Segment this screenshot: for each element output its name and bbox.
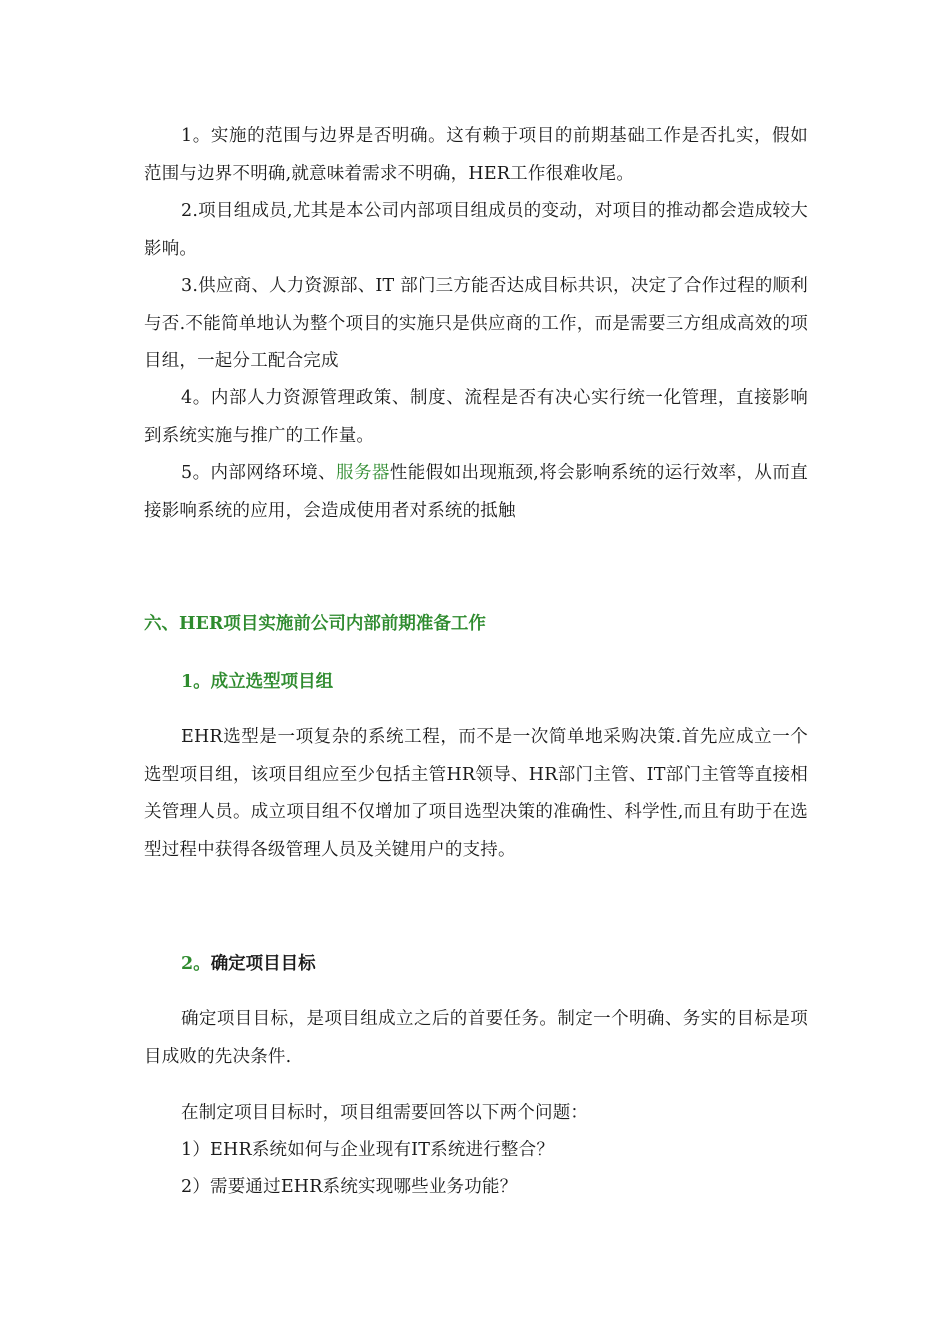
question-2: 2）需要通过EHR系统实现哪些业务功能？ bbox=[181, 1177, 518, 1197]
subsection-1-title: 1。成立选型项目组 bbox=[181, 672, 334, 692]
subsection-2-intro: 在制定项目目标时，项目组需要回答以下两个问题： bbox=[181, 1103, 589, 1123]
section-heading: 六、HER项目实施前公司内部前期准备工作 bbox=[144, 614, 486, 634]
risk-item-3: 3.供应商、人力资源部、IT 部门三方能否达成目标共识，决定了合作过程的顺利与否.不能简单地认为整个项目的实施只是供应商的工作，而是需要三方组成高效的项目组，一起分工配合完成 bbox=[144, 276, 808, 371]
risk-item-5-prefix: 5。内部网络环境、 bbox=[181, 463, 337, 483]
risk-item-5 bbox=[144, 455, 808, 530]
subsection-2-number: 2。 bbox=[181, 954, 211, 974]
subsection-2-body: 确定项目目标，是项目组成立之后的首要任务。制定一个明确、务实的目标是项目成败的先决条件. bbox=[144, 1009, 808, 1067]
subsection-heading-1 bbox=[181, 670, 333, 694]
risk-item-5-suffix: 性能假如出现瓶颈,将会影响系统的运行效率，从而直接影响系统的应用，会造成使用者对系统的抵触 bbox=[144, 463, 808, 521]
risk-item-4: 4。内部人力资源管理政策、制度、流程是否有决心实行统一化管理，直接影响到系统实施与推广的工作量。 bbox=[144, 388, 808, 446]
subsection-heading-2 bbox=[181, 952, 316, 976]
server-link[interactable]: 服务器 bbox=[336, 463, 390, 483]
risk-item-1: 1。实施的范围与边界是否明确。这有赖于项目的前期基础工作是否扎实，假如范围与边界不明确,就意味着需求不明确，HER工作很难收尾。 bbox=[144, 126, 808, 184]
question-1: 1）EHR系统如何与企业现有IT系统进行整合？ bbox=[181, 1140, 555, 1160]
subsection-1-body: EHR选型是一项复杂的系统工程，而不是一次简单地采购决策.首先应成立一个选型项目组，该项目组应至少包括主管HR领导、HR部门主管、IT部门主管等直接相关管理人员。成立项目组不仅增加了项目选型决策的准确性、科学性,而且有助于在选型过程中获得各级管理人员及关键用户的支持。 bbox=[144, 727, 808, 860]
risk-item-2: 2.项目组成员,尤其是本公司内部项目组成员的变动，对项目的推动都会造成较大影响。 bbox=[144, 201, 808, 259]
subsection-2-title: 确定项目目标 bbox=[210, 954, 316, 974]
